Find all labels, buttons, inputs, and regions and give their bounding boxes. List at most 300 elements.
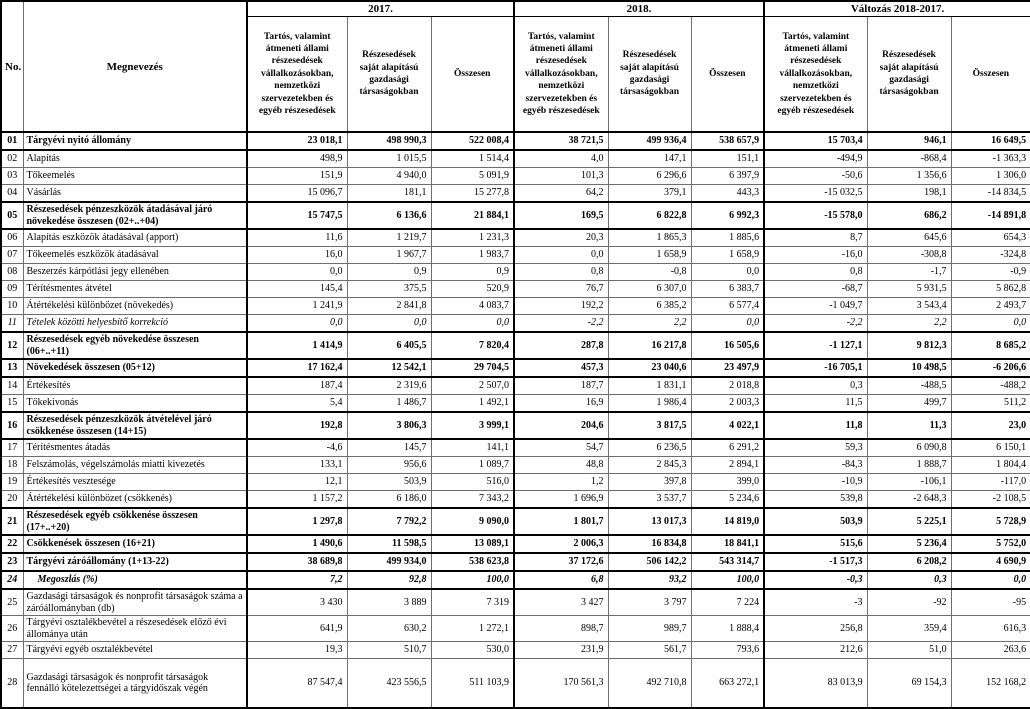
row-number: 16 — [1, 412, 23, 439]
value-cell: 9 812,3 — [867, 332, 951, 359]
value-cell: 69 154,3 — [867, 659, 951, 709]
value-cell: -488,2 — [951, 377, 1030, 395]
value-cell: 0,0 — [691, 264, 764, 281]
value-cell: 15 096,7 — [247, 185, 347, 203]
value-cell: 6 397,9 — [691, 168, 764, 185]
table-row — [1, 202, 1030, 229]
row-label: Értékesítés vesztesége — [23, 474, 247, 491]
value-cell: 12 542,1 — [347, 359, 431, 377]
row-number: 12 — [1, 332, 23, 359]
row-label: Alapítás — [23, 150, 247, 168]
table-row — [1, 229, 1030, 247]
value-cell: 192,8 — [247, 412, 347, 439]
value-cell: -324,8 — [951, 247, 1030, 264]
value-cell: -95 — [951, 589, 1030, 616]
row-number: 23 — [1, 553, 23, 571]
value-cell: 5 234,6 — [691, 491, 764, 509]
value-cell: 1 658,9 — [691, 247, 764, 264]
value-cell: 423 556,5 — [347, 659, 431, 709]
row-number: 17 — [1, 439, 23, 457]
row-label: Felszámolás, végelszámolás miatti kivezetés — [23, 457, 247, 474]
row-number: 24 — [1, 571, 23, 589]
value-cell: 18 841,1 — [691, 535, 764, 553]
value-cell: 641,9 — [247, 616, 347, 642]
value-cell: 1,2 — [514, 474, 608, 491]
row-number: 07 — [1, 247, 23, 264]
value-cell: 375,5 — [347, 281, 431, 298]
value-cell: 16 217,8 — [608, 332, 691, 359]
table-row — [1, 535, 1030, 553]
row-label: Térítésmentes átvétel — [23, 281, 247, 298]
value-cell: 16,0 — [247, 247, 347, 264]
value-cell: -15 578,0 — [764, 202, 867, 229]
value-cell: 5 931,5 — [867, 281, 951, 298]
column-header-2017-state-holdings: Tartós, valamint átmeneti állami részesedések vállalkozásokban, nemzetközi szervezetekben és egyéb részesedések — [247, 17, 347, 133]
value-cell: 38 689,8 — [247, 553, 347, 571]
value-cell: 11,3 — [867, 412, 951, 439]
value-cell: 6 136,6 — [347, 202, 431, 229]
value-cell: 9 090,0 — [431, 508, 514, 535]
value-cell: 6 385,2 — [608, 298, 691, 315]
row-label: Csökkenések összesen (16+21) — [23, 535, 247, 553]
value-cell: -106,1 — [867, 474, 951, 491]
table-row — [1, 168, 1030, 185]
value-cell: -1 363,3 — [951, 150, 1030, 168]
value-cell: 92,8 — [347, 571, 431, 589]
value-cell: 17 162,4 — [247, 359, 347, 377]
value-cell: 16 649,5 — [951, 132, 1030, 150]
row-number: 03 — [1, 168, 23, 185]
value-cell: -488,5 — [867, 377, 951, 395]
value-cell: 6,8 — [514, 571, 608, 589]
value-cell: 3 806,3 — [347, 412, 431, 439]
row-number: 28 — [1, 659, 23, 709]
row-number: 09 — [1, 281, 23, 298]
row-label: Részesedések pénzeszközök átadásával járó növekedése összesen (02+..+04) — [23, 202, 247, 229]
value-cell: 499,7 — [867, 395, 951, 413]
table-row — [1, 412, 1030, 439]
row-label: Átértékelési különbözet (csökkenés) — [23, 491, 247, 509]
value-cell: 3 889 — [347, 589, 431, 616]
value-cell: -2,2 — [764, 315, 867, 333]
value-cell: 499 934,0 — [347, 553, 431, 571]
row-number: 08 — [1, 264, 23, 281]
value-cell: -50,6 — [764, 168, 867, 185]
value-cell: 6 405,5 — [347, 332, 431, 359]
value-cell: 6 150,1 — [951, 439, 1030, 457]
value-cell: 0,3 — [764, 377, 867, 395]
value-cell: 4 083,7 — [431, 298, 514, 315]
table-row — [1, 298, 1030, 315]
value-cell: 1 885,6 — [691, 229, 764, 247]
row-label: Tárgyévi nyitó állomány — [23, 132, 247, 150]
value-cell: 6 383,7 — [691, 281, 764, 298]
value-cell: 2,2 — [608, 315, 691, 333]
value-cell: 152 168,2 — [951, 659, 1030, 709]
value-cell: 2,2 — [867, 315, 951, 333]
value-cell: 151,9 — [247, 168, 347, 185]
value-cell: 11 598,5 — [347, 535, 431, 553]
row-number: 01 — [1, 132, 23, 150]
value-cell: 6 236,5 — [608, 439, 691, 457]
value-cell: 457,3 — [514, 359, 608, 377]
value-cell: 793,6 — [691, 642, 764, 659]
row-number: 22 — [1, 535, 23, 553]
value-cell: 498,9 — [247, 150, 347, 168]
value-cell: 1 219,7 — [347, 229, 431, 247]
value-cell: 538 623,8 — [431, 553, 514, 571]
value-cell: 6 090,8 — [867, 439, 951, 457]
row-label: Gazdasági társaságok és nonprofit társaságok száma a záróállományban (db) — [23, 589, 247, 616]
value-cell: 145,7 — [347, 439, 431, 457]
row-label: Részesedések egyéb csökkenése összesen (17+..+20) — [23, 508, 247, 535]
value-cell: 2 894,1 — [691, 457, 764, 474]
value-cell: 0,0 — [247, 315, 347, 333]
value-cell: 511,2 — [951, 395, 1030, 413]
row-number: 25 — [1, 589, 23, 616]
value-cell: 2 507,0 — [431, 377, 514, 395]
column-header-2017-own-founded: Részesedések saját alapítású gazdasági társaságokban — [347, 17, 431, 133]
value-cell: 515,6 — [764, 535, 867, 553]
table-row — [1, 395, 1030, 413]
value-cell: 956,6 — [347, 457, 431, 474]
value-cell: 2 006,3 — [514, 535, 608, 553]
value-cell: 15 703,4 — [764, 132, 867, 150]
value-cell: -0,3 — [764, 571, 867, 589]
value-cell: -15 032,5 — [764, 185, 867, 203]
value-cell: 399,0 — [691, 474, 764, 491]
value-cell: 7 792,2 — [347, 508, 431, 535]
value-cell: 7,2 — [247, 571, 347, 589]
value-cell: -1 127,1 — [764, 332, 867, 359]
value-cell: 3 427 — [514, 589, 608, 616]
row-number: 13 — [1, 359, 23, 377]
value-cell: 2 319,6 — [347, 377, 431, 395]
value-cell: 1 157,2 — [247, 491, 347, 509]
value-cell: 520,9 — [431, 281, 514, 298]
value-cell: 76,7 — [514, 281, 608, 298]
value-cell: 1 306,0 — [951, 168, 1030, 185]
value-cell: 13 089,1 — [431, 535, 514, 553]
value-cell: 1 831,1 — [608, 377, 691, 395]
value-cell: 0,9 — [347, 264, 431, 281]
value-cell: -0,9 — [951, 264, 1030, 281]
value-cell: -1 517,3 — [764, 553, 867, 571]
value-cell: 147,1 — [608, 150, 691, 168]
value-cell: 1 514,4 — [431, 150, 514, 168]
value-cell: 169,5 — [514, 202, 608, 229]
value-cell: 6 291,2 — [691, 439, 764, 457]
value-cell: -84,3 — [764, 457, 867, 474]
table-row — [1, 457, 1030, 474]
value-cell: 1 356,6 — [867, 168, 951, 185]
value-cell: 1 658,9 — [608, 247, 691, 264]
value-cell: 23 040,6 — [608, 359, 691, 377]
row-number: 06 — [1, 229, 23, 247]
value-cell: 1 801,7 — [514, 508, 608, 535]
column-group-change-2018-2017: Változás 2018-2017. — [764, 1, 1030, 17]
value-cell: 4 940,0 — [347, 168, 431, 185]
value-cell: 23 497,9 — [691, 359, 764, 377]
value-cell: 13 017,3 — [608, 508, 691, 535]
value-cell: 38 721,5 — [514, 132, 608, 150]
value-cell: 15 747,5 — [247, 202, 347, 229]
row-label: Részesedések egyéb növekedése összesen (06+..+11) — [23, 332, 247, 359]
value-cell: 0,9 — [431, 264, 514, 281]
value-cell: 48,8 — [514, 457, 608, 474]
value-cell: 10 498,5 — [867, 359, 951, 377]
value-cell: 83 013,9 — [764, 659, 867, 709]
value-cell: 561,7 — [608, 642, 691, 659]
value-cell: 2 845,3 — [608, 457, 691, 474]
value-cell: 23 018,1 — [247, 132, 347, 150]
value-cell: 492 710,8 — [608, 659, 691, 709]
value-cell: 256,8 — [764, 616, 867, 642]
row-label: Tárgyévi osztalékbevétel a részesedések előző évi állománya után — [23, 616, 247, 642]
value-cell: -308,8 — [867, 247, 951, 264]
value-cell: 4 690,9 — [951, 553, 1030, 571]
value-cell: 16,9 — [514, 395, 608, 413]
value-cell: 379,1 — [608, 185, 691, 203]
value-cell: 1 015,5 — [347, 150, 431, 168]
value-cell: 12,1 — [247, 474, 347, 491]
column-group-2018: 2018. — [514, 1, 764, 17]
row-label: Beszerzés kárpótlási jegy ellenében — [23, 264, 247, 281]
value-cell: 3 430 — [247, 589, 347, 616]
value-cell: 4,0 — [514, 150, 608, 168]
row-number: 14 — [1, 377, 23, 395]
value-cell: 443,3 — [691, 185, 764, 203]
value-cell: 212,6 — [764, 642, 867, 659]
row-number: 20 — [1, 491, 23, 509]
value-cell: 686,2 — [867, 202, 951, 229]
value-cell: -2 108,5 — [951, 491, 1030, 509]
value-cell: 1 490,6 — [247, 535, 347, 553]
row-label: Növekedések összesen (05+12) — [23, 359, 247, 377]
value-cell: 11,8 — [764, 412, 867, 439]
value-cell: 1 231,3 — [431, 229, 514, 247]
value-cell: 181,1 — [347, 185, 431, 203]
value-cell: 100,0 — [691, 571, 764, 589]
row-number: 18 — [1, 457, 23, 474]
row-number: 27 — [1, 642, 23, 659]
row-number: 05 — [1, 202, 23, 229]
value-cell: 6 208,2 — [867, 553, 951, 571]
row-number: 04 — [1, 185, 23, 203]
table-row — [1, 439, 1030, 457]
value-cell: -1,7 — [867, 264, 951, 281]
value-cell: 543 314,7 — [691, 553, 764, 571]
table-row — [1, 491, 1030, 509]
value-cell: 1 865,3 — [608, 229, 691, 247]
value-cell: -92 — [867, 589, 951, 616]
value-cell: 1 804,4 — [951, 457, 1030, 474]
value-cell: 7 343,2 — [431, 491, 514, 509]
column-header-change-own-founded: Részesedések saját alapítású gazdasági társaságokban — [867, 17, 951, 133]
value-cell: 87 547,4 — [247, 659, 347, 709]
value-cell: 359,4 — [867, 616, 951, 642]
value-cell: 6 577,4 — [691, 298, 764, 315]
table-row — [1, 508, 1030, 535]
row-label: Megoszlás (%) — [23, 571, 247, 589]
value-cell: 1 888,7 — [867, 457, 951, 474]
value-cell: 204,6 — [514, 412, 608, 439]
value-cell: 3 537,7 — [608, 491, 691, 509]
value-cell: 530,0 — [431, 642, 514, 659]
column-header-2018-state-holdings: Tartós, valamint átmeneti állami részesedések vállalkozásokban, nemzetközi szervezetekben és egyéb részesedések — [514, 17, 608, 133]
table-row — [1, 247, 1030, 264]
table-row — [1, 377, 1030, 395]
value-cell: 1 967,7 — [347, 247, 431, 264]
value-cell: 192,2 — [514, 298, 608, 315]
value-cell: 898,7 — [514, 616, 608, 642]
value-cell: 654,3 — [951, 229, 1030, 247]
value-cell: 0,0 — [347, 315, 431, 333]
column-header-change-total: Összesen — [951, 17, 1030, 133]
value-cell: 5 236,4 — [867, 535, 951, 553]
table-row — [1, 185, 1030, 203]
table-header — [1, 1, 1030, 132]
value-cell: 51,0 — [867, 642, 951, 659]
table-row — [1, 553, 1030, 571]
value-cell: 6 296,6 — [608, 168, 691, 185]
value-cell: 151,1 — [691, 150, 764, 168]
table-row — [1, 315, 1030, 333]
value-cell: 645,6 — [867, 229, 951, 247]
row-label: Átértékelési különbözet (növekedés) — [23, 298, 247, 315]
table-row — [1, 264, 1030, 281]
value-cell: 616,3 — [951, 616, 1030, 642]
table-row — [1, 359, 1030, 377]
value-cell: 100,0 — [431, 571, 514, 589]
value-cell: -2 648,3 — [867, 491, 951, 509]
value-cell: 498 990,3 — [347, 132, 431, 150]
table-row — [1, 474, 1030, 491]
row-label: Értékesítés — [23, 377, 247, 395]
value-cell: 397,8 — [608, 474, 691, 491]
value-cell: 538 657,9 — [691, 132, 764, 150]
table-row — [1, 616, 1030, 642]
table-body — [1, 132, 1030, 708]
row-number: 15 — [1, 395, 23, 413]
value-cell: -117,0 — [951, 474, 1030, 491]
value-cell: 2 841,8 — [347, 298, 431, 315]
row-label: Tárgyévi egyéb osztalékbevétel — [23, 642, 247, 659]
row-label: Tételek közötti helyesbítő korrekció — [23, 315, 247, 333]
value-cell: 8 685,2 — [951, 332, 1030, 359]
table-row — [1, 332, 1030, 359]
value-cell: 3 817,5 — [608, 412, 691, 439]
value-cell: 21 884,1 — [431, 202, 514, 229]
value-cell: 989,7 — [608, 616, 691, 642]
value-cell: -494,9 — [764, 150, 867, 168]
value-cell: -68,7 — [764, 281, 867, 298]
value-cell: 6 307,0 — [608, 281, 691, 298]
value-cell: 5,4 — [247, 395, 347, 413]
value-cell: -0,8 — [608, 264, 691, 281]
value-cell: 2 018,8 — [691, 377, 764, 395]
value-cell: 0,8 — [514, 264, 608, 281]
value-cell: 20,3 — [514, 229, 608, 247]
value-cell: 93,2 — [608, 571, 691, 589]
row-number: 02 — [1, 150, 23, 168]
value-cell: 16 834,8 — [608, 535, 691, 553]
value-cell: 539,8 — [764, 491, 867, 509]
value-cell: 499 936,4 — [608, 132, 691, 150]
value-cell: 0,0 — [431, 315, 514, 333]
row-number: 10 — [1, 298, 23, 315]
row-number: 21 — [1, 508, 23, 535]
value-cell: 7 224 — [691, 589, 764, 616]
value-cell: 1 983,7 — [431, 247, 514, 264]
value-cell: 516,0 — [431, 474, 514, 491]
value-cell: 946,1 — [867, 132, 951, 150]
value-cell: 522 008,4 — [431, 132, 514, 150]
value-cell: 0,3 — [867, 571, 951, 589]
table-row — [1, 642, 1030, 659]
value-cell: 3 797 — [608, 589, 691, 616]
column-header-2018-total: Összesen — [691, 17, 764, 133]
value-cell: 198,1 — [867, 185, 951, 203]
value-cell: -6 206,6 — [951, 359, 1030, 377]
value-cell: 101,3 — [514, 168, 608, 185]
value-cell: 0,8 — [764, 264, 867, 281]
value-cell: -10,9 — [764, 474, 867, 491]
table-row — [1, 571, 1030, 589]
value-cell: 23,0 — [951, 412, 1030, 439]
value-cell: 170 561,3 — [514, 659, 608, 709]
table-row — [1, 589, 1030, 616]
value-cell: 37 172,6 — [514, 553, 608, 571]
value-cell: 133,1 — [247, 457, 347, 474]
row-label: Tőkekivonás — [23, 395, 247, 413]
value-cell: -2,2 — [514, 315, 608, 333]
value-cell: 64,2 — [514, 185, 608, 203]
value-cell: 2 003,3 — [691, 395, 764, 413]
row-number: 26 — [1, 616, 23, 642]
value-cell: -1 049,7 — [764, 298, 867, 315]
value-cell: 663 272,1 — [691, 659, 764, 709]
value-cell: 14 819,0 — [691, 508, 764, 535]
value-cell: 1 986,4 — [608, 395, 691, 413]
column-header-change-state-holdings: Tartós, valamint átmeneti állami részesedések vállalkozásokban, nemzetközi szervezetekben és egyéb részesedések — [764, 17, 867, 133]
row-label: Térítésmentes átadás — [23, 439, 247, 457]
value-cell: 1 888,4 — [691, 616, 764, 642]
column-header-2018-own-founded: Részesedések saját alapítású gazdasági társaságokban — [608, 17, 691, 133]
value-cell: 4 022,1 — [691, 412, 764, 439]
value-cell: 29 704,5 — [431, 359, 514, 377]
value-cell: 511 103,9 — [431, 659, 514, 709]
value-cell: -4,6 — [247, 439, 347, 457]
value-cell: 3 999,1 — [431, 412, 514, 439]
table-row — [1, 659, 1030, 709]
value-cell: 5 225,1 — [867, 508, 951, 535]
value-cell: 6 992,3 — [691, 202, 764, 229]
row-label: Vásárlás — [23, 185, 247, 203]
value-cell: 187,7 — [514, 377, 608, 395]
value-cell: 2 493,7 — [951, 298, 1030, 315]
value-cell: 8,7 — [764, 229, 867, 247]
row-label: Tárgyévi záróállomány (1+13-22) — [23, 553, 247, 571]
row-label: Gazdasági társaságok és nonprofit társaságok fennálló kötelezettségei a tárgyidőszak végén — [23, 659, 247, 709]
value-cell: 5 862,8 — [951, 281, 1030, 298]
row-number: 19 — [1, 474, 23, 491]
value-cell: 1 486,7 — [347, 395, 431, 413]
value-cell: 0,0 — [247, 264, 347, 281]
value-cell: 287,8 — [514, 332, 608, 359]
row-number: 11 — [1, 315, 23, 333]
column-header-no: No. — [1, 1, 23, 132]
